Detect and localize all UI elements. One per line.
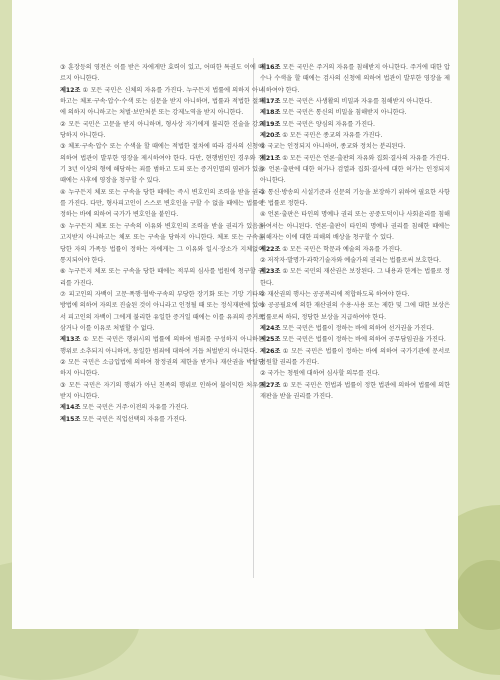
paragraph: ③ 통신·방송의 시설기준과 신문의 기능을 보장하기 위하여 필요한 사항은 법률로 정한다. (260, 188, 450, 208)
paragraph: ③ 체포·구속·압수 또는 수색을 할 때에는 적법한 절차에 따라 검사의 신청에 의하여 법관이 발부한 영장을 제시하여야 한다. 다만, 현행범인인 경우와 장기 3년 이상의 형에 해당하는 죄를 범하고 도피 또는 증거인멸의 염려가 있을 때에는 사후에 영장을 청구할 수 있다. (60, 143, 264, 185)
paragraph: 제27조 ① 모든 국민은 헌법과 법률이 정한 법관에 의하여 법률에 의한 재판을 받을 권리를 가진다. (260, 381, 450, 400)
paragraph: 제14조 모든 국민은 거주·이전의 자유를 가진다. (60, 404, 189, 412)
document-page (12, 0, 458, 629)
paragraph: 제12조 ① 모든 국민은 신체의 자유를 가진다. 누구든지 법률에 의하지 아니하고는 체포·구속·압수·수색 또는 심문을 받지 아니하며, 법률과 적법한 절차에 의하지 아니하고는 처벌·보안처분 또는 강제노역을 받지 아니한다. (60, 86, 264, 117)
paragraph: 제25조 모든 국민은 법률이 정하는 바에 의하여 공무담임권을 가진다. (260, 336, 446, 344)
paragraph: ② 언론·출판에 대한 허가나 검열과 집회·결사에 대한 허가는 인정되지 아니한다. (260, 166, 450, 185)
paragraph: 제26조 ① 모든 국민은 법률이 정하는 바에 의하여 국가기관에 문서로 청원할 권리를 가진다. (260, 347, 450, 366)
paragraph: ② 국가는 청원에 대하여 심사할 의무를 진다. (260, 370, 380, 378)
paragraph: ② 국교는 인정되지 아니하며, 종교와 정치는 분리된다. (260, 143, 406, 151)
paragraph: ② 재산권의 행사는 공공복리에 적합하도록 하여야 한다. (260, 290, 410, 298)
paragraph: 제15조 모든 국민은 직업선택의 자유를 가진다. (60, 415, 187, 423)
paragraph: ③ 공공필요에 의한 재산권의 수용·사용 또는 제한 및 그에 대한 보상은 법률로써 하되, 정당한 보상을 지급하여야 한다. (260, 302, 450, 321)
paragraph: 제20조 ① 모든 국민은 종교의 자유를 가진다. (260, 132, 383, 140)
paragraph: 제17조 모든 국민은 사생활의 비밀과 자유를 침해받지 아니한다. (260, 98, 433, 106)
paragraph: ⑤ 누구든지 체포 또는 구속의 이유와 변호인의 조력을 받을 권리가 있음을 고지받지 아니하고는 체포 또는 구속을 당하지 아니한다. 체포 또는 구속을 당한 자의 가족등 법률이 정하는 자에게는 그 이유와 일시·장소가 지체없이 통지되어야 한다. (60, 222, 264, 264)
paragraph: 제22조 ① 모든 국민은 학문과 예술의 자유를 가진다. (260, 245, 402, 253)
paragraph: 제18조 모든 국민은 통신의 비밀을 침해받지 아니한다. (260, 109, 407, 117)
paragraph: ② 저작자·발명가·과학기술자와 예술가의 권리는 법률로써 보호한다. (260, 256, 441, 264)
right-column (260, 62, 450, 402)
paragraph: 제24조 모든 국민은 법률이 정하는 바에 의하여 선거권을 가진다. (260, 324, 434, 332)
paragraph: ② 모든 국민은 고문을 받지 아니하며, 형사상 자기에게 불리한 진술을 강요당하지 아니한다. (60, 120, 264, 140)
paragraph: 제23조 ① 모든 국민의 재산권은 보장된다. 그 내용과 한계는 법률로 정한다. (260, 268, 450, 287)
paragraph: ④ 누구든지 체포 또는 구속을 당한 때에는 즉시 변호인의 조력을 받을 권리를 가진다. 다만, 형사피고인이 스스로 변호인을 구할 수 없을 때에는 법률이 정하는 바에 의하여 국가가 변호인을 붙인다. (60, 188, 264, 219)
paragraph: ⑥ 누구든지 체포 또는 구속을 당한 때에는 적부의 심사를 법원에 청구할 권리를 가진다. (60, 268, 264, 287)
paragraph: ⑦ 피고인의 자백이 고문·폭행·협박·구속의 부당한 장기화 또는 기망 기타의 방법에 의하여 자의로 진술된 것이 아니라고 인정될 때 또는 정식재판에 있어서 피고인의 자백이 그에게 불리한 유일한 증거일 때에는 이를 유죄의 증거로 삼거나 이를 이유로 처벌할 수 없다. (60, 290, 264, 332)
paragraph: ② 모든 국민은 소급입법에 의하여 참정권의 제한을 받거나 재산권을 박탈당하지 아니한다. (60, 358, 264, 378)
paragraph: 제19조 모든 국민은 양심의 자유를 가진다. (260, 120, 375, 128)
left-column (60, 62, 264, 425)
paragraph: 제16조 모든 국민은 주거의 자유를 침해받지 아니한다. 주거에 대한 압수나 수색을 할 때에는 검사의 신청에 의하여 법관이 발부한 영장을 제시하여야 한다. (260, 64, 450, 94)
paragraph: 제21조 ① 모든 국민은 언론·출판의 자유와 집회·결사의 자유를 가진다. (260, 154, 450, 162)
paragraph: 제13조 ① 모든 국민은 행위시의 법률에 의하여 범죄를 구성하지 아니하는 행위로 소추되지 아니하며, 동일한 범죄에 대하여 거듭 처벌받지 아니한다. (60, 336, 264, 355)
paragraph: ③ 모든 국민은 자기의 행위가 아닌 친족의 행위로 인하여 불이익한 처우를 받지 아니한다. (60, 381, 264, 400)
paragraph: ④ 언론·출판은 타인의 명예나 권리 또는 공중도덕이나 사회윤리를 침해하여서는 아니된다. 언론·출판이 타인의 명예나 권리를 침해한 때에는 피해자는 이에 대한 피해의 배상을 청구할 수 있다. (260, 211, 450, 242)
paragraph: ③ 훈장등의 영전은 이를 받은 자에게만 효력이 있고, 어떠한 특권도 이에 따르지 아니한다. (60, 64, 264, 83)
